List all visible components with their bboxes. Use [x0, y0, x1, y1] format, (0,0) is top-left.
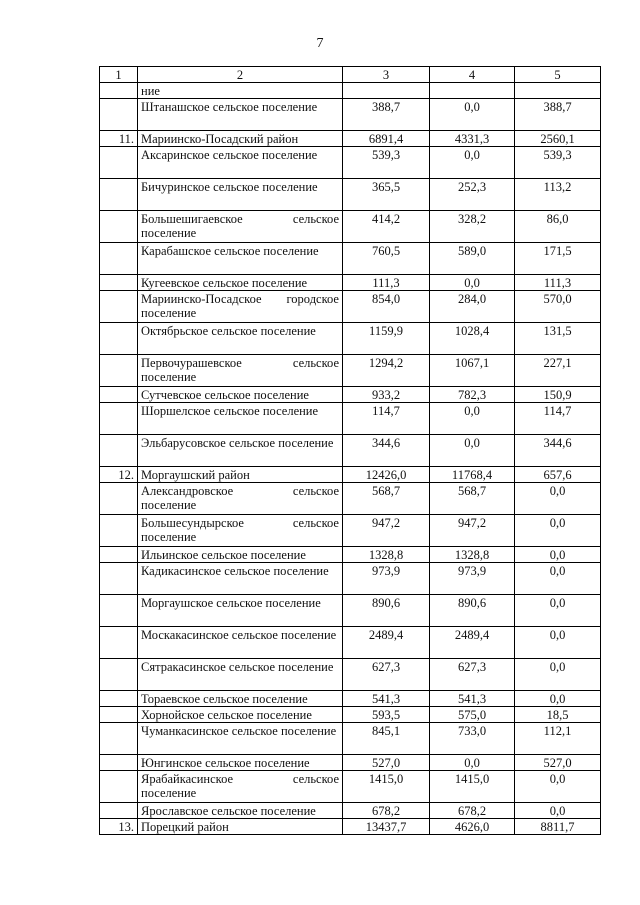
row-index-cell: 12.: [100, 467, 138, 483]
row-name-cell: Хорнойское сельское поселение: [138, 707, 343, 723]
table-row: [100, 467, 601, 483]
row-col5-cell: 2560,1: [515, 131, 601, 147]
row-name-cell: Большесундырское сельское поселение: [138, 515, 343, 547]
row-index-cell: [100, 355, 138, 387]
row-col5-cell: 0,0: [515, 627, 601, 659]
row-col4-cell: 11768,4: [430, 467, 515, 483]
row-name-cell: Ярославское сельское поселение: [138, 803, 343, 819]
row-index-cell: [100, 211, 138, 243]
row-col4-cell: 947,2: [430, 515, 515, 547]
row-total-cell: 678,2: [343, 803, 430, 819]
header-cell-1: 1: [100, 67, 138, 83]
table-row: [100, 627, 601, 659]
row-col5-cell: 0,0: [515, 595, 601, 627]
row-name-cell: Сятракасинское сельское поселение: [138, 659, 343, 691]
row-name-cell: Юнгинское сельское поселение: [138, 755, 343, 771]
table-row: [100, 515, 601, 547]
header-cell-3: 3: [343, 67, 430, 83]
row-col5-cell: 388,7: [515, 99, 601, 131]
row-name-cell: Шоршелское сельское поселение: [138, 403, 343, 435]
row-col5-cell: 111,3: [515, 275, 601, 291]
budget-table: [99, 66, 601, 835]
table-row: [100, 403, 601, 435]
row-index-cell: [100, 275, 138, 291]
row-col5-cell: 171,5: [515, 243, 601, 275]
row-index-cell: [100, 723, 138, 755]
row-index-cell: [100, 291, 138, 323]
header-cell-2: 2: [138, 67, 343, 83]
row-total-cell: 414,2: [343, 211, 430, 243]
row-total-cell: 13437,7: [343, 819, 430, 835]
row-index-cell: 11.: [100, 131, 138, 147]
row-col5-cell: 0,0: [515, 659, 601, 691]
table-row: [100, 819, 601, 835]
row-col4-cell: 589,0: [430, 243, 515, 275]
row-index-cell: [100, 771, 138, 803]
table-row: [100, 179, 601, 211]
table-row: [100, 547, 601, 563]
row-index-cell: [100, 323, 138, 355]
row-col4-cell: 973,9: [430, 563, 515, 595]
row-name-cell: Первочурашевское сельское поселение: [138, 355, 343, 387]
row-col4-cell: 1328,8: [430, 547, 515, 563]
table-row: [100, 323, 601, 355]
row-name-cell: Сутчевское сельское поселение: [138, 387, 343, 403]
row-total-cell: 541,3: [343, 691, 430, 707]
row-name-cell: Карабашское сельское поселение: [138, 243, 343, 275]
row-total-cell: 344,6: [343, 435, 430, 467]
row-total-cell: 627,3: [343, 659, 430, 691]
row-total-cell: 933,2: [343, 387, 430, 403]
row-index-cell: [100, 755, 138, 771]
row-total-cell: 854,0: [343, 291, 430, 323]
row-col5-cell: 0,0: [515, 563, 601, 595]
row-index-cell: [100, 403, 138, 435]
row-col5-cell: 113,2: [515, 179, 601, 211]
row-col5-cell: 0,0: [515, 483, 601, 515]
row-total-cell: 1294,2: [343, 355, 430, 387]
row-col5-cell: 0,0: [515, 771, 601, 803]
row-name-cell: Моргаушский район: [138, 467, 343, 483]
row-index-cell: [100, 803, 138, 819]
table-row: [100, 291, 601, 323]
row-col5-cell: 0,0: [515, 515, 601, 547]
row-name-cell: Чуманкасинское сельское поселение: [138, 723, 343, 755]
row-col4-cell: 568,7: [430, 483, 515, 515]
row-total-cell: 12426,0: [343, 467, 430, 483]
table-header-row: [100, 67, 601, 83]
row-name-cell: Порецкий район: [138, 819, 343, 835]
row-col4-cell: 541,3: [430, 691, 515, 707]
row-index-cell: [100, 387, 138, 403]
table-row: [100, 275, 601, 291]
row-total-cell: 1328,8: [343, 547, 430, 563]
row-col4-cell: 1028,4: [430, 323, 515, 355]
row-name-cell: Ильинское сельское поселение: [138, 547, 343, 563]
table-row: [100, 355, 601, 387]
row-total-cell: 1415,0: [343, 771, 430, 803]
row-name-cell: Большешигаевское сельское поселение: [138, 211, 343, 243]
table-row: [100, 803, 601, 819]
row-col4-cell: 4331,3: [430, 131, 515, 147]
row-total-cell: 1159,9: [343, 323, 430, 355]
row-col5-cell: [515, 83, 601, 99]
table-row: [100, 483, 601, 515]
row-name-cell: Кадикасинское сельское поселение: [138, 563, 343, 595]
row-col5-cell: 0,0: [515, 547, 601, 563]
row-col4-cell: 1067,1: [430, 355, 515, 387]
row-index-cell: 13.: [100, 819, 138, 835]
table-row: [100, 707, 601, 723]
table-row: [100, 131, 601, 147]
row-col5-cell: 131,5: [515, 323, 601, 355]
table-row: [100, 435, 601, 467]
row-index-cell: [100, 99, 138, 131]
row-name-cell: Аксаринское сельское поселение: [138, 147, 343, 179]
row-col4-cell: 678,2: [430, 803, 515, 819]
row-col4-cell: 0,0: [430, 275, 515, 291]
row-col4-cell: 2489,4: [430, 627, 515, 659]
row-name-cell: Бичуринское сельское поселение: [138, 179, 343, 211]
table-row: [100, 755, 601, 771]
row-total-cell: 760,5: [343, 243, 430, 275]
row-col4-cell: 0,0: [430, 99, 515, 131]
row-col4-cell: 328,2: [430, 211, 515, 243]
row-col5-cell: 227,1: [515, 355, 601, 387]
row-col5-cell: 112,1: [515, 723, 601, 755]
row-index-cell: [100, 179, 138, 211]
row-name-cell: ние: [138, 83, 343, 99]
row-total-cell: 593,5: [343, 707, 430, 723]
row-name-cell: Мариинско-Посадское городское поселение: [138, 291, 343, 323]
row-col4-cell: 0,0: [430, 147, 515, 179]
row-col4-cell: 575,0: [430, 707, 515, 723]
row-index-cell: [100, 691, 138, 707]
row-total-cell: 6891,4: [343, 131, 430, 147]
row-total-cell: 527,0: [343, 755, 430, 771]
row-col5-cell: 86,0: [515, 211, 601, 243]
row-index-cell: [100, 563, 138, 595]
row-total-cell: 845,1: [343, 723, 430, 755]
row-total-cell: [343, 83, 430, 99]
row-index-cell: [100, 627, 138, 659]
row-col4-cell: 0,0: [430, 755, 515, 771]
row-name-cell: Штанашское сельское поселение: [138, 99, 343, 131]
row-name-cell: Ярабайкасинское сельское поселение: [138, 771, 343, 803]
row-name-cell: Октябрьское сельское поселение: [138, 323, 343, 355]
table-row: [100, 595, 601, 627]
row-index-cell: [100, 515, 138, 547]
header-cell-5: 5: [515, 67, 601, 83]
table-row: [100, 99, 601, 131]
header-cell-4: 4: [430, 67, 515, 83]
row-total-cell: 890,6: [343, 595, 430, 627]
row-col4-cell: 627,3: [430, 659, 515, 691]
row-index-cell: [100, 83, 138, 99]
row-col5-cell: 8811,7: [515, 819, 601, 835]
row-col5-cell: 539,3: [515, 147, 601, 179]
row-total-cell: 111,3: [343, 275, 430, 291]
row-total-cell: 947,2: [343, 515, 430, 547]
row-index-cell: [100, 243, 138, 275]
row-index-cell: [100, 595, 138, 627]
row-col5-cell: 150,9: [515, 387, 601, 403]
row-name-cell: Моргаушское сельское поселение: [138, 595, 343, 627]
table-row: [100, 563, 601, 595]
page-number: 7: [316, 36, 324, 51]
row-col4-cell: 252,3: [430, 179, 515, 211]
table-row: [100, 147, 601, 179]
table-row: [100, 691, 601, 707]
row-col4-cell: 890,6: [430, 595, 515, 627]
table-row: [100, 211, 601, 243]
row-name-cell: Мариинско-Посадский район: [138, 131, 343, 147]
row-index-cell: [100, 483, 138, 515]
table-row: [100, 723, 601, 755]
row-col4-cell: 4626,0: [430, 819, 515, 835]
row-col4-cell: [430, 83, 515, 99]
table-row: [100, 387, 601, 403]
row-col5-cell: 344,6: [515, 435, 601, 467]
row-index-cell: [100, 707, 138, 723]
row-col5-cell: 657,6: [515, 467, 601, 483]
row-name-cell: Тораевское сельское поселение: [138, 691, 343, 707]
row-col4-cell: 782,3: [430, 387, 515, 403]
row-total-cell: 568,7: [343, 483, 430, 515]
row-index-cell: [100, 435, 138, 467]
row-total-cell: 365,5: [343, 179, 430, 211]
row-index-cell: [100, 547, 138, 563]
table-row: [100, 659, 601, 691]
row-total-cell: 2489,4: [343, 627, 430, 659]
row-total-cell: 388,7: [343, 99, 430, 131]
row-index-cell: [100, 147, 138, 179]
row-name-cell: Москакасинское сельское поселение: [138, 627, 343, 659]
row-col4-cell: 284,0: [430, 291, 515, 323]
row-col5-cell: 527,0: [515, 755, 601, 771]
row-col5-cell: 0,0: [515, 691, 601, 707]
row-col5-cell: 0,0: [515, 803, 601, 819]
row-col4-cell: 0,0: [430, 435, 515, 467]
row-total-cell: 114,7: [343, 403, 430, 435]
row-col4-cell: 1415,0: [430, 771, 515, 803]
row-col5-cell: 114,7: [515, 403, 601, 435]
row-name-cell: Кугеевское сельское поселение: [138, 275, 343, 291]
row-col4-cell: 733,0: [430, 723, 515, 755]
row-col5-cell: 18,5: [515, 707, 601, 723]
row-name-cell: Александровское сельское поселение: [138, 483, 343, 515]
table-row: [100, 243, 601, 275]
table-row: [100, 83, 601, 99]
row-col5-cell: 570,0: [515, 291, 601, 323]
row-total-cell: 539,3: [343, 147, 430, 179]
row-name-cell: Эльбарусовское сельское поселение: [138, 435, 343, 467]
row-col4-cell: 0,0: [430, 403, 515, 435]
row-index-cell: [100, 659, 138, 691]
row-total-cell: 973,9: [343, 563, 430, 595]
table-row: [100, 771, 601, 803]
